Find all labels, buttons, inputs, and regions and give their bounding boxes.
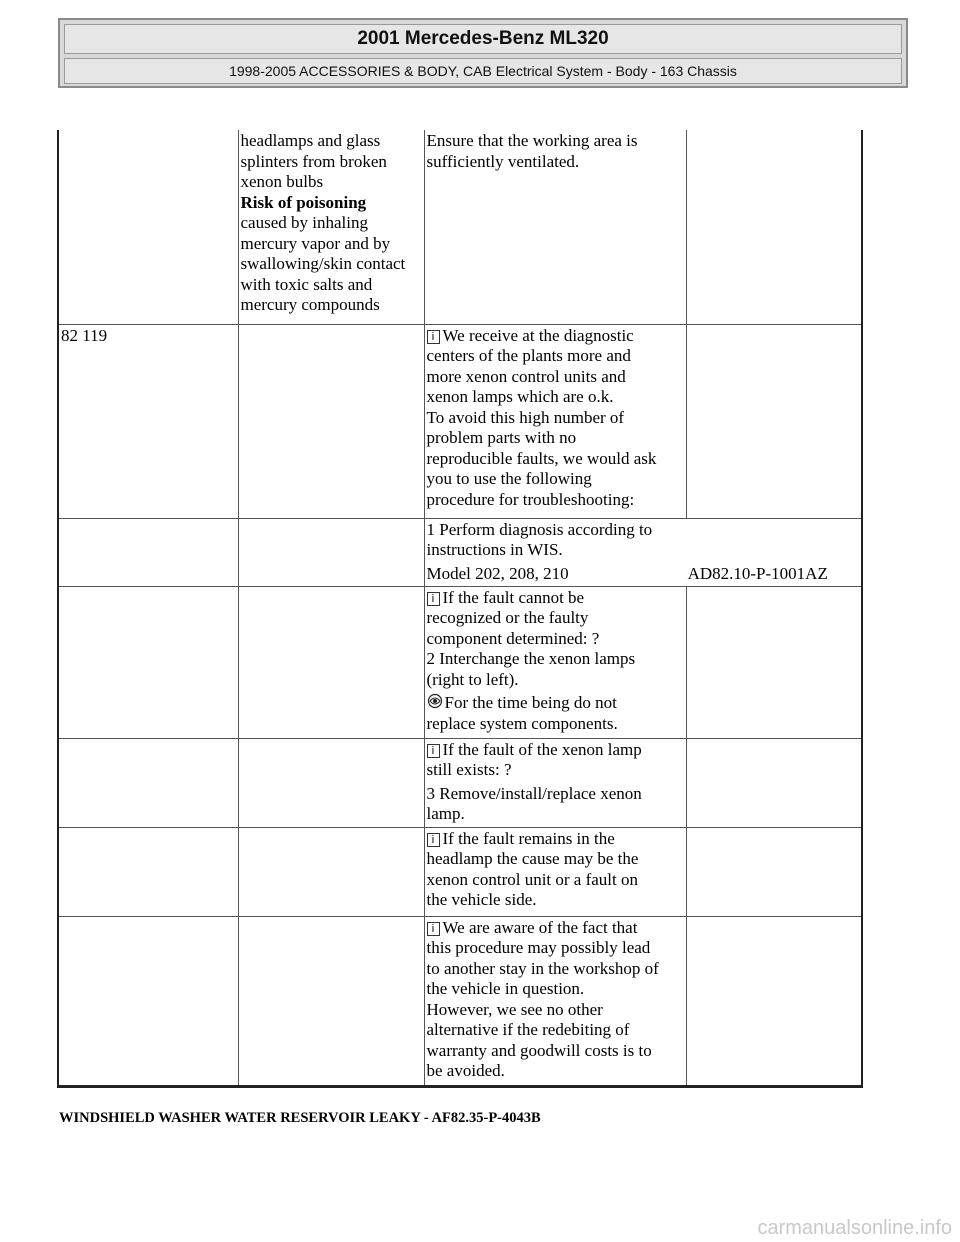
- note-text-line: the vehicle side.: [426, 890, 537, 909]
- note-text-line: still exists: ?: [426, 760, 512, 779]
- hazard-text-line: with toxic salts and: [240, 274, 373, 294]
- note-line: [427, 326, 684, 347]
- hazard-heading: Risk of poisoning: [240, 192, 367, 212]
- note-text-line: the vehicle in question.: [426, 979, 585, 998]
- note-text-line: warranty and goodwill costs is to: [426, 1040, 652, 1060]
- table-cell: [58, 738, 238, 827]
- remedy-text-line: sufficiently ventilated.: [426, 151, 580, 171]
- note-text-line: problem parts with no: [426, 428, 577, 447]
- note-text-line: component determined: ?: [426, 628, 600, 648]
- hazard-text-line: splinters from broken: [240, 151, 387, 171]
- step-text-line: 1 Perform diagnosis according to: [426, 519, 653, 539]
- table-row: [58, 130, 862, 324]
- section-heading: WINDSHIELD WASHER WATER RESERVOIR LEAKY - AF82.35-P-4043B: [59, 1110, 541, 1126]
- info-note-icon: i: [427, 833, 440, 847]
- note-text: If the fault remains in the: [442, 828, 615, 848]
- table-row: [58, 916, 862, 1086]
- tip-text-line: replace system components.: [426, 713, 618, 733]
- table-cell: [686, 130, 862, 324]
- table-cell: [238, 916, 424, 1086]
- table-row: [58, 324, 862, 518]
- table-cell: [424, 738, 686, 827]
- table-cell: [58, 130, 238, 324]
- note-text-line: headlamp the cause may be the: [426, 849, 639, 868]
- note-text-line: be avoided.: [426, 1061, 505, 1080]
- table-row: [58, 738, 862, 827]
- note-text: If the fault cannot be: [442, 587, 585, 607]
- banner-subtitle: 1998-2005 ACCESSORIES & BODY, CAB Electrical System - Body - 163 Chassis: [229, 63, 737, 79]
- eye-tip-icon: [427, 693, 443, 709]
- note-text-line: alternative if the redebiting of: [426, 1020, 630, 1039]
- table-row: [58, 827, 862, 916]
- table-cell: [58, 324, 238, 518]
- table-cell: [238, 518, 424, 586]
- watermark: carmanualsonline.info: [757, 1217, 952, 1239]
- table-cell: [238, 324, 424, 518]
- table-cell: [686, 586, 862, 738]
- table-cell: [424, 586, 686, 738]
- remedy-text-line: Ensure that the working area is: [426, 131, 638, 150]
- table-cell: [58, 586, 238, 738]
- table-cell: [424, 518, 862, 586]
- note-text: We are aware of the fact that: [442, 917, 638, 937]
- table-row: [58, 586, 862, 738]
- hazard-text-line: mercury vapor and by: [240, 233, 391, 253]
- step-text-line: 2 Interchange the xenon lamps: [426, 649, 636, 668]
- note-text-line: this procedure may possibly lead: [426, 938, 651, 957]
- note-text-line: xenon control unit or a fault on: [426, 869, 639, 889]
- info-note-icon: i: [427, 592, 440, 606]
- hazard-text-line: xenon bulbs: [240, 172, 324, 191]
- table-cell: [58, 518, 238, 586]
- note-text-line: reproducible faults, we would ask: [426, 448, 657, 468]
- table-cell: [58, 916, 238, 1086]
- note-text-line: you to use the following: [426, 469, 592, 488]
- note-line: [427, 740, 684, 761]
- hazard-text-line: mercury compounds: [240, 295, 380, 314]
- table-cell: [686, 827, 862, 916]
- procedure-table: [57, 130, 863, 1088]
- info-note-icon: i: [427, 744, 440, 758]
- table-cell: [238, 827, 424, 916]
- document-reference-link[interactable]: AD82.10-P-1001AZ: [687, 563, 828, 583]
- table-cell: [238, 130, 424, 324]
- note-text-line: xenon lamps which are o.k.: [426, 387, 614, 406]
- hazard-text-line: swallowing/skin contact: [240, 254, 406, 273]
- note-line: [427, 588, 684, 609]
- hazard-text-line: caused by inhaling: [240, 213, 368, 232]
- note-text: We receive at the diagnostic: [442, 325, 634, 345]
- table-cell: [686, 916, 862, 1086]
- table-cell: [424, 130, 686, 324]
- step-text-line: (right to left).: [426, 669, 519, 689]
- note-text-line: However, we see no other: [426, 999, 603, 1019]
- table-cell: [686, 324, 862, 518]
- note-text-line: recognized or the faulty: [426, 608, 589, 627]
- note-text-line: procedure for troubleshooting:: [426, 489, 635, 509]
- table-cell: [686, 738, 862, 827]
- note-text-line: to another stay in the workshop of: [426, 958, 659, 978]
- hazard-text-line: headlamps and glass: [240, 131, 381, 150]
- table-cell: [238, 586, 424, 738]
- banner-title: 2001 Mercedes-Benz ML320: [357, 28, 609, 49]
- note-text-line: centers of the plants more and: [426, 346, 631, 365]
- table-cell: [238, 738, 424, 827]
- step-text-line: lamp.: [426, 804, 465, 823]
- table-cell: [424, 324, 686, 518]
- step-text-line: instructions in WIS.: [426, 540, 563, 559]
- table-cell: [58, 827, 238, 916]
- step-text-line: 3 Remove/install/replace xenon: [426, 783, 642, 803]
- tip-line: [427, 693, 684, 714]
- tip-text: For the time being do not: [444, 693, 617, 712]
- note-line: [427, 918, 684, 939]
- note-text-line: more xenon control units and: [426, 366, 626, 386]
- info-note-icon: i: [427, 922, 440, 936]
- table-cell: [424, 916, 686, 1086]
- table-cell: [424, 827, 686, 916]
- note-text: If the fault of the xenon lamp: [442, 739, 642, 759]
- table-row: [58, 518, 862, 586]
- banner-subtitle-bar: [64, 58, 902, 84]
- note-line: [427, 829, 684, 850]
- reference-number: 82 119: [61, 325, 108, 345]
- document-banner: [58, 18, 908, 88]
- model-line: Model 202, 208, 210: [426, 563, 569, 583]
- note-text-line: To avoid this high number of: [426, 407, 625, 427]
- banner-title-bar: [64, 24, 902, 54]
- info-note-icon: i: [427, 330, 440, 344]
